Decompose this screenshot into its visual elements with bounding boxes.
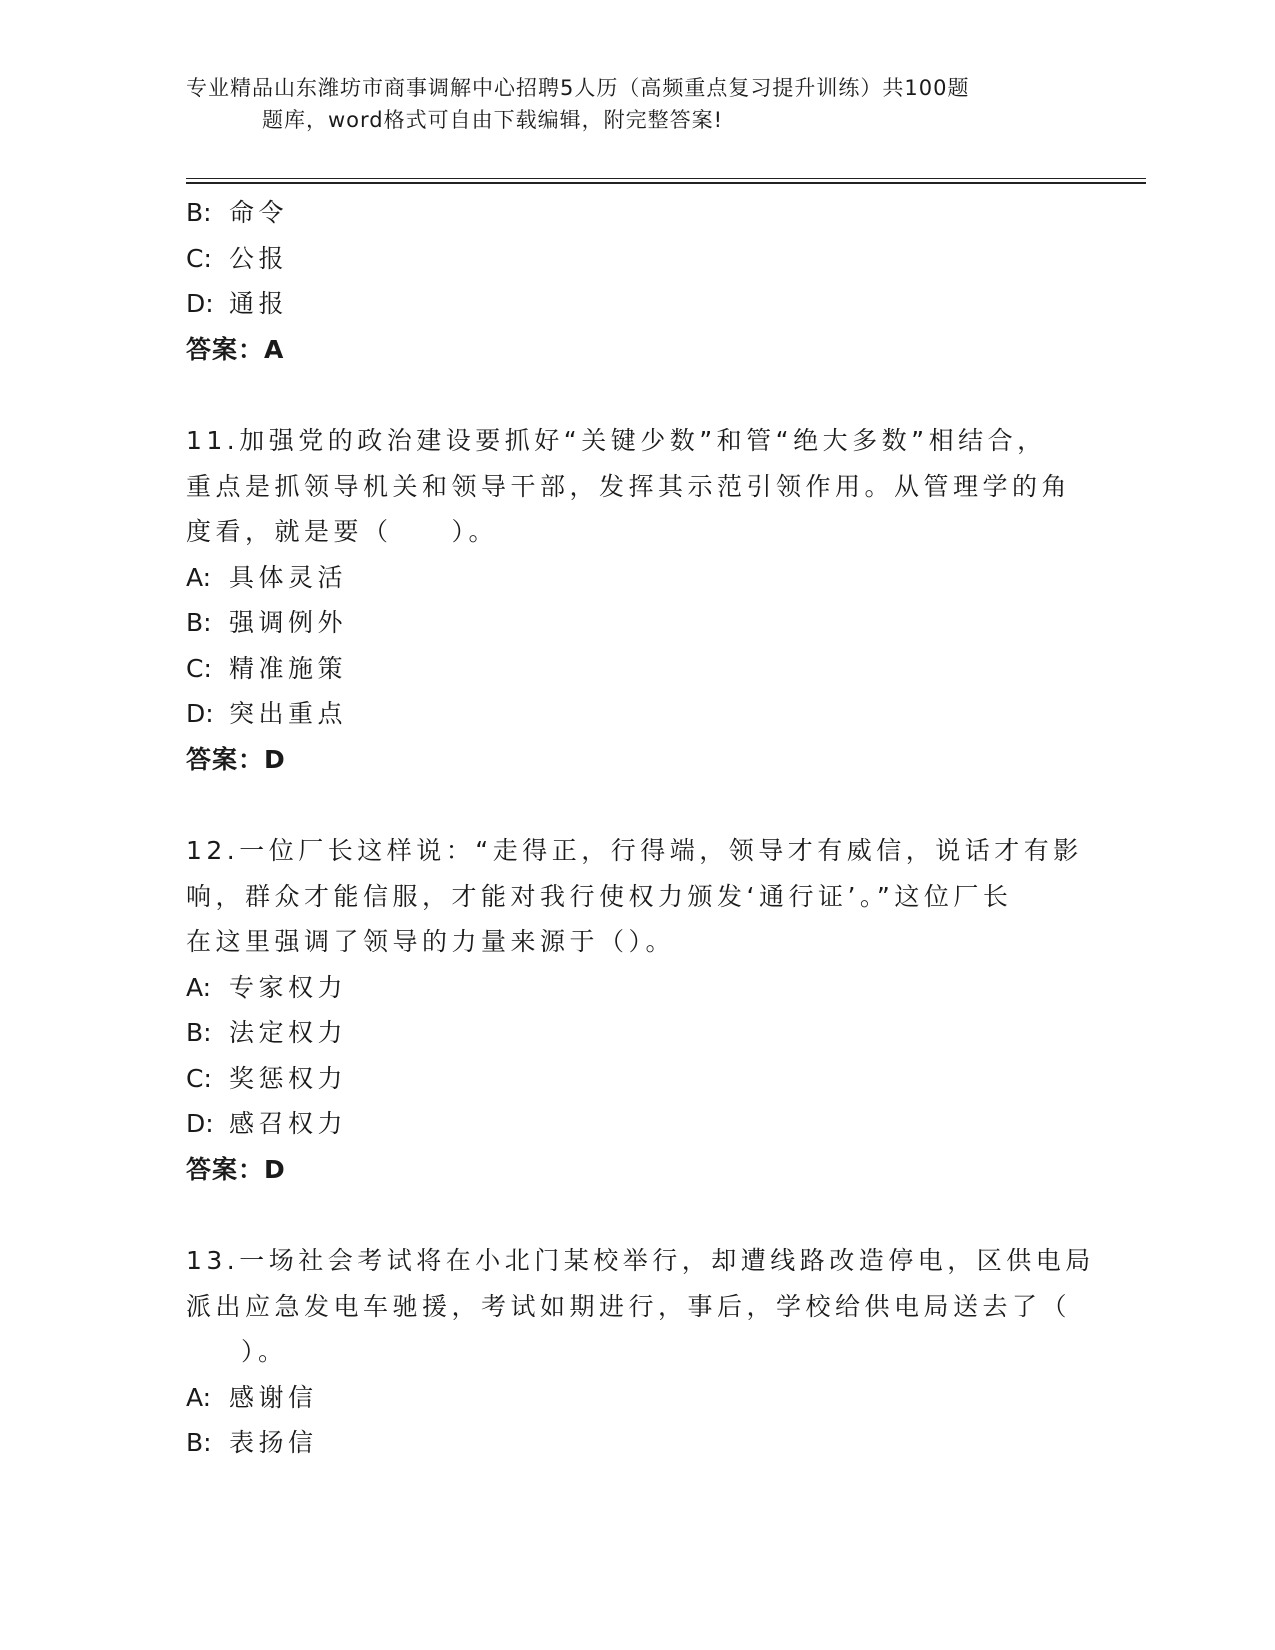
header-divider-thick — [186, 182, 1146, 184]
option-key: B: — [186, 1428, 212, 1457]
option-d — [186, 691, 1086, 737]
question-stem-line: 重点是抓领导机关和领导干部，发挥其示范引领作用。从管理学的角 — [186, 471, 1072, 501]
header-title-line-1: 专业精品山东潍坊市商事调解中心招聘5人历（高频重点复习提升训练）共100题 — [186, 76, 970, 100]
option-b — [186, 190, 1086, 236]
option-key: A: — [186, 1382, 212, 1412]
question-stem-line: 在这里强调了领导的力量来源于（）。 — [186, 927, 676, 956]
question-12 — [186, 828, 1086, 1192]
option-a — [186, 1375, 1086, 1421]
option-text: 通报 — [229, 289, 289, 318]
option-key: A: — [186, 972, 212, 1002]
option-b — [186, 1420, 1086, 1466]
option-b — [186, 1010, 1086, 1056]
option-text: 专家权力 — [229, 972, 348, 1002]
option-a — [186, 555, 1086, 601]
option-text: 精准施策 — [229, 653, 348, 683]
option-text: 感谢信 — [229, 1382, 318, 1412]
document-body — [186, 190, 1095, 1466]
option-key: B: — [186, 1018, 212, 1047]
option-d — [186, 1101, 1086, 1147]
option-text: 公报 — [229, 243, 289, 273]
document-header — [186, 72, 1086, 136]
option-text: 法定权力 — [229, 1018, 348, 1047]
option-key: A: — [186, 562, 212, 592]
question-stem-line: 响，群众才能信服，才能对我行使权力颁发‘通行证’。”这位厂长 — [186, 881, 1013, 911]
option-text: 命令 — [229, 198, 289, 227]
option-d — [186, 281, 1086, 327]
option-c — [186, 646, 1086, 692]
option-c — [186, 236, 1086, 282]
question-11 — [186, 418, 1086, 782]
option-text: 感召权力 — [229, 1109, 348, 1138]
question-stem-line: 派出应急发电车驰援，考试如期进行，事后，学校给供电局送去了（ — [186, 1291, 1072, 1321]
answer-line: 答案：D — [186, 744, 286, 774]
option-c — [186, 1056, 1086, 1102]
option-b — [186, 600, 1086, 646]
option-key: D: — [186, 289, 214, 318]
option-key: C: — [186, 243, 212, 273]
answer-line: 答案：D — [186, 1154, 286, 1184]
question-stem-line: 13.一场社会考试将在小北门某校举行，却遭线路改造停电，区供电局 — [186, 1246, 1095, 1275]
option-text: 表扬信 — [229, 1428, 318, 1457]
option-a — [186, 965, 1086, 1011]
question-stem-line: ）。 — [241, 1337, 288, 1366]
option-text: 强调例外 — [229, 608, 348, 637]
question-stem-line: 11.加强党的政治建设要抓好“关键少数”和管“绝大多数”相结合， — [186, 426, 1047, 455]
option-text: 突出重点 — [229, 699, 348, 728]
header-title-line-2: 题库，word格式可自由下载编辑，附完整答案! — [262, 108, 724, 132]
option-key: D: — [186, 699, 214, 728]
option-key: D: — [186, 1109, 214, 1138]
option-text: 奖惩权力 — [229, 1063, 348, 1093]
question-stem-line: 度看，就是要（ ）。 — [186, 517, 499, 546]
answer-line: 答案：A — [186, 334, 285, 364]
question-stem-line: 12.一位厂长这样说：“走得正，行得端，领导才有威信，说话才有影 — [186, 836, 1083, 865]
option-key: B: — [186, 198, 212, 227]
option-text: 具体灵活 — [229, 562, 348, 592]
option-key: C: — [186, 653, 212, 683]
option-key: B: — [186, 608, 212, 637]
header-divider-thin — [186, 178, 1146, 179]
question-13 — [186, 1238, 1095, 1466]
question-10-tail — [186, 190, 1086, 372]
option-key: C: — [186, 1063, 212, 1093]
